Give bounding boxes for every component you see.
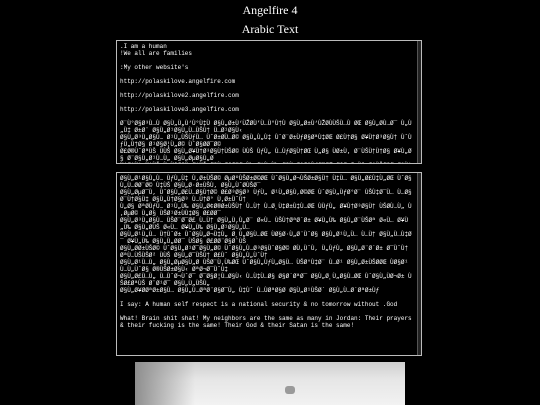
top_box-line [120, 71, 415, 78]
photo-detail [285, 386, 295, 394]
bottom_box-line [120, 294, 415, 301]
top_box-line: http://polaskilove3.angelfire.com [120, 106, 239, 113]
top_box-line: Ø¨Ù°Ø§Ø³Ù…Ù Ø§Ù„Ù„Ù‘Ù°Ù‡Ù Ø§Ù„Ø±Ù‘ÙŽØÙ’Ù…Ù°Ù†Ù Ø§Ù„Ø±Ù‘ÙŽØÙÙŠÙ…Ù ØŒ Ø§Ù„ØÙ…Ø¯ Ù„Ù„Ù‡ Ø±Ø¨ Ø§Ù„Ø¹Ø§Ù„Ù…ÙŠÙ† Ù…Ø¹Ø§Ù‹ [120, 120, 412, 134]
top_box-line: http://polaskilove.angelfire.com [120, 78, 236, 85]
top_box-line [120, 99, 415, 106]
top-text-area[interactable] [116, 40, 422, 164]
bottom_box-line: Ø§Ù„Ø£Ù…Ù„ Ù…ÙˆØ¬ÙˆØ¯ Ø¯Ø§Ø¦Ù…Ø§Ù‹ Ù…Ù‡Ù…Ø§ Ø§Ø´ØªØ¯ Ø§Ù„Ø¸Ù„Ø§Ù…ØŒ ÙˆØ§Ù„ÙØ¬Ø± ÙŠØ£ØªÙŠ Ø¨Ø¹Ø¯ Ø§Ù„Ù„ÙŠÙ„ [120, 273, 412, 287]
bottom-scrollbar[interactable] [417, 173, 421, 355]
top_box-line [120, 85, 415, 92]
bottom_box-line: Ø§Ù„Ø¹Ù„Ù… Ù†ÙˆØ± ÙˆØ§Ù„Ø¬Ù‡Ù„ Ø¸Ù„Ø§Ù…ØŒ ÙØ§Ø·Ù„Ø¨ÙˆØ§ Ø§Ù„Ø¹Ù„Ù… Ù…Ù† Ø§Ù„Ù…Ù‡Ø¯ Ø¥Ù„Ù‰ Ø§Ù„Ù„ØØ¯ ÙŠØ§ Ø£ØØ¨Ø§Ø¨ÙŠ [120, 231, 412, 245]
bottom_box-line: Ø§Ù„ØµØ¯Ù‚ ÙˆØ§Ù„Ø£Ù…Ø§Ù†Ø© Ø£Ø³Ø§Ø³ ÙƒÙ„ Ø¹Ù„Ø§Ù‚Ø©ØŒ ÙˆØ§Ù„ÙƒØ°Ø¨ ÙŠÙ‡Ø¯Ù… Ù…Ø§ Ø¨Ù†Ø§Ù‡ Ø§Ù„Ù†Ø§Ø³ Ù…Ù†Ø° Ù‚Ø±ÙˆÙ† [120, 189, 416, 203]
bottom_box-line: Ø§Ù„Ø¥ØØªØ±Ø§Ù… Ø§Ù„Ù…ØªØ¨Ø§Ø¯Ù„ Ù‡Ùˆ Ù…ÙØªØ§Ø Ø§Ù„Ø¹ÙŠØ´ Ø§Ù„Ù…Ø´ØªØ±Ùƒ [120, 287, 380, 294]
photo-image [135, 362, 405, 405]
bottom-text-content [120, 175, 415, 355]
page-subtitle: Arabic Text [241, 22, 299, 36]
top_box-line: .I am a human [120, 43, 167, 50]
bottom_box-line: Ø§Ù„Ø¹Ù…Ù„ Ø§Ù„ØµØ§Ù„Ø ÙŠØ¨Ù‚Ù‰ØŒ ÙˆØ§Ù„ÙƒÙ„Ø§Ù… ÙŠØ°Ù‡Ø¨ Ù…Ø¹ Ø§Ù„Ø±ÙŠØØŒ ÙØ§Ø¹Ù…Ù„ÙˆØ§ Ø®ÙŠØ±Ø§Ù‹ ØªØ¬Ø¯ÙˆÙ‡ [120, 259, 409, 273]
top_box-line [120, 162, 415, 164]
top_box-line: :My other website's [120, 64, 189, 71]
top_box-line: http://polaskilove2.angelfire.com [120, 92, 239, 99]
photo-shadow [135, 362, 195, 405]
top-scrollbar[interactable] [417, 41, 421, 163]
top-text-content [120, 43, 415, 163]
top_box-line: Ø£Ø®ÙˆØªÙŠ ÙÙŠ Ø§Ù„Ø¥Ù†Ø³Ø§Ù†ÙŠØ© ÙÙŠ ÙƒÙ„ Ù…ÙƒØ§Ù†ØŒ Ù„Ø§ ÙØ±Ù‚ Ø¨ÙŠÙ†Ù†Ø§ Ø¥Ù„Ø§ Ø¨Ø§Ù„Ø¹Ù…Ù„ Ø§Ù„ØµØ§Ù„Ø [120, 148, 412, 162]
bottom_box-line [120, 308, 415, 315]
bottom_box-line: Ø§Ù„ØØ±ÙŠØ© ÙˆØ§Ù„Ø¹Ø¯Ø§Ù„Ø© ÙˆØ§Ù„Ù…Ø³Ø§ÙˆØ§Ø© ØÙ‚ÙˆÙ‚ Ù„ÙƒÙ„ Ø§Ù„Ø¨Ø´Ø± Ø¯ÙˆÙ† ØªÙ…ÙŠÙŠØ² ÙÙŠ Ø§Ù„Ø¯ÙŠÙ† Ø£Ùˆ Ø§Ù„Ù„ÙˆÙ† [120, 245, 412, 259]
bottom-text-area[interactable] [116, 172, 422, 356]
page-title: Angelfire 4 [242, 3, 298, 17]
bottom_box-line: I say: A human self respect is a national security & no tomorrow without .God [120, 301, 398, 308]
bottom_box-line: What! Brain shit shat! My neighbors are the same as many in Jordan: Their prayers & their fucking is the same! Their God & their Satan is the same! [120, 315, 416, 329]
top_box-line [120, 57, 415, 64]
top_box-line: !We all are families [120, 50, 193, 57]
top_box-line: Ø§Ù„Ø³Ù„Ø§Ù… Ø¹Ù„ÙŠÙƒÙ… ÙˆØ±ØÙ…Ø© Ø§Ù„Ù„Ù‡ ÙˆØ¨Ø±ÙƒØ§ØªÙ‡ØŒ Ø£Ù†Ø§ Ø¥Ù†Ø³Ø§Ù† ÙˆÙƒÙ„Ù†Ø§ Ø¹Ø§Ø¦Ù„Ø© ÙˆØ§ØØ¯Ø© [120, 134, 412, 148]
bottom_box-line: Ø§Ù„Ø³Ù„Ø§Ù… ÙŠØ¨Ø¯Ø£ Ù…Ù† Ø§Ù„Ù‚Ù„Ø¨ Ø«Ù… ÙŠÙ†ØªØ´Ø± Ø¥Ù„Ù‰ Ø§Ù„Ø¨ÙŠØª Ø«Ù… Ø¥Ù„Ù‰ Ø§Ù„ØÙŠ Ø«Ù… Ø¥Ù„Ù‰ Ø§Ù„Ø¹Ø§Ù„Ù… [120, 217, 409, 231]
bottom_box-line: Ù„Ø§ ØªØÙƒÙ… Ø¹Ù„Ù‰ Ø§Ù„Ø¢Ø®Ø±ÙŠÙ† Ù…Ù† Ù…Ø¸Ù‡Ø±Ù‡Ù…ØŒ ÙÙƒÙ„ Ø¥Ù†Ø³Ø§Ù† ÙŠØÙ…Ù„ Ù‚ØµØ© Ù„Ø§ ÙŠØ¹Ø±ÙÙ‡Ø§ Ø£ØØ¯ [120, 203, 412, 217]
top_box-line [120, 113, 415, 120]
bottom_box-line: Ø§Ù„Ø¹Ø§Ù„Ù… ÙƒÙ„Ù‡ Ù‚Ø±ÙŠØ© ØµØºÙŠØ±Ø©ØŒ ÙˆØ§Ù„Ø¬ÙŠØ±Ø§Ù† Ù‡Ù… Ø§Ù„Ø£Ù‡Ù„ØŒ ÙˆØ§Ù„Ù…ØØ¨Ø© Ù‡ÙŠ Ø§Ù„Ø·Ø±ÙŠÙ‚ Ø§Ù„ÙˆØÙŠØ¯ [120, 175, 412, 189]
